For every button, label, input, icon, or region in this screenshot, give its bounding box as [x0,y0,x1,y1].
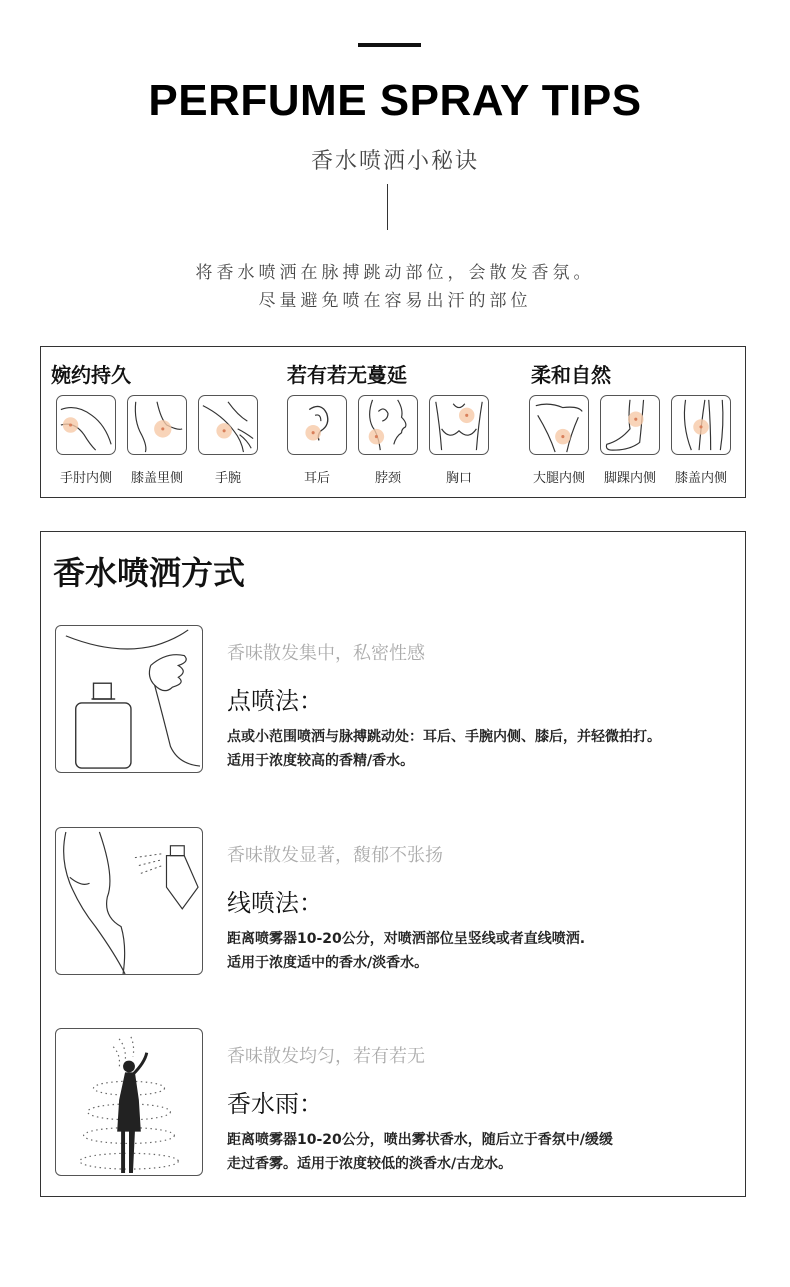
zone-label: 胸口 [445,471,472,486]
method-desc-line: 适用于浓度适中的香水/淡香水。 [227,955,429,971]
method-desc-line: 适用于浓度较高的香精/香水。 [227,753,415,769]
method-description [227,927,757,975]
method-name: 香水雨： [227,1090,323,1118]
zone-item [286,395,348,486]
knee-back-icon [127,395,187,455]
knee-inner-icon [671,395,731,455]
zone-group-title: 若有若无蔓延 [287,363,407,387]
zone-group-title: 婉约持久 [51,363,131,387]
method-tagline: 香味散发均匀，若有若无 [227,1046,425,1067]
divider-line [387,184,388,230]
chest-icon [429,395,489,455]
zone-item [197,395,259,486]
perfume-rain-icon [55,1028,203,1176]
methods-title: 香水喷洒方式 [53,554,246,592]
method-description [227,1128,757,1176]
spray-methods-panel [40,531,746,1197]
method-desc-line: 走过香雾。适用于浓度较低的淡香水/古龙水。 [227,1156,513,1172]
intro-line-2: 尽量避免喷在容易出汗的部位 [258,291,532,311]
zone-group-title: 柔和自然 [531,363,611,387]
intro-line-1: 将香水喷洒在脉搏跳动部位，会散发香氛。 [195,263,595,283]
method-item [41,1028,747,1178]
zone-item [357,395,419,486]
zone-item [55,395,117,486]
top-decor-bar [358,43,421,47]
line-spray-icon [55,827,203,975]
dot-spray-icon [55,625,203,773]
ear-icon [287,395,347,455]
page-title: PERFUME SPRAY TIPS [148,76,642,125]
method-desc-line: 距离喷雾器10-20公分，对喷洒部位呈竖线或者直线喷洒. [227,931,586,947]
zone-item [528,395,590,486]
method-name: 点喷法： [227,687,323,715]
zone-label: 膝盖内侧 [674,471,727,486]
method-tagline: 香味散发显著，馥郁不张扬 [227,845,443,866]
zone-item [670,395,732,486]
page-subtitle: 香水喷洒小秘诀 [310,149,479,174]
elbow-icon [56,395,116,455]
thigh-icon [529,395,589,455]
method-name: 线喷法： [227,889,323,917]
ankle-icon [600,395,660,455]
zone-label: 手腕 [214,471,241,486]
method-item [41,625,747,775]
zone-label: 手肘内侧 [59,471,112,486]
zone-label: 脖颈 [374,471,401,486]
method-description [227,725,757,773]
method-desc-line: 距离喷雾器10-20公分，喷出雾状香水，随后立于香氛中/缓缓 [227,1132,613,1148]
neck-icon [358,395,418,455]
method-desc-line: 点或小范围喷洒与脉搏跳动处：耳后、手腕内侧、膝后，并轻微拍打。 [227,729,661,745]
zone-label: 膝盖里侧 [130,471,183,486]
zone-label: 大腿内侧 [532,471,585,486]
wrist-icon [198,395,258,455]
zone-item [428,395,490,486]
zone-item [126,395,188,486]
zone-label: 脚踝内侧 [603,471,656,486]
method-item [41,827,747,977]
zone-label: 耳后 [303,471,330,486]
method-tagline: 香味散发集中，私密性感 [227,643,425,664]
zone-item [599,395,661,486]
pulse-zones-panel [40,346,746,498]
